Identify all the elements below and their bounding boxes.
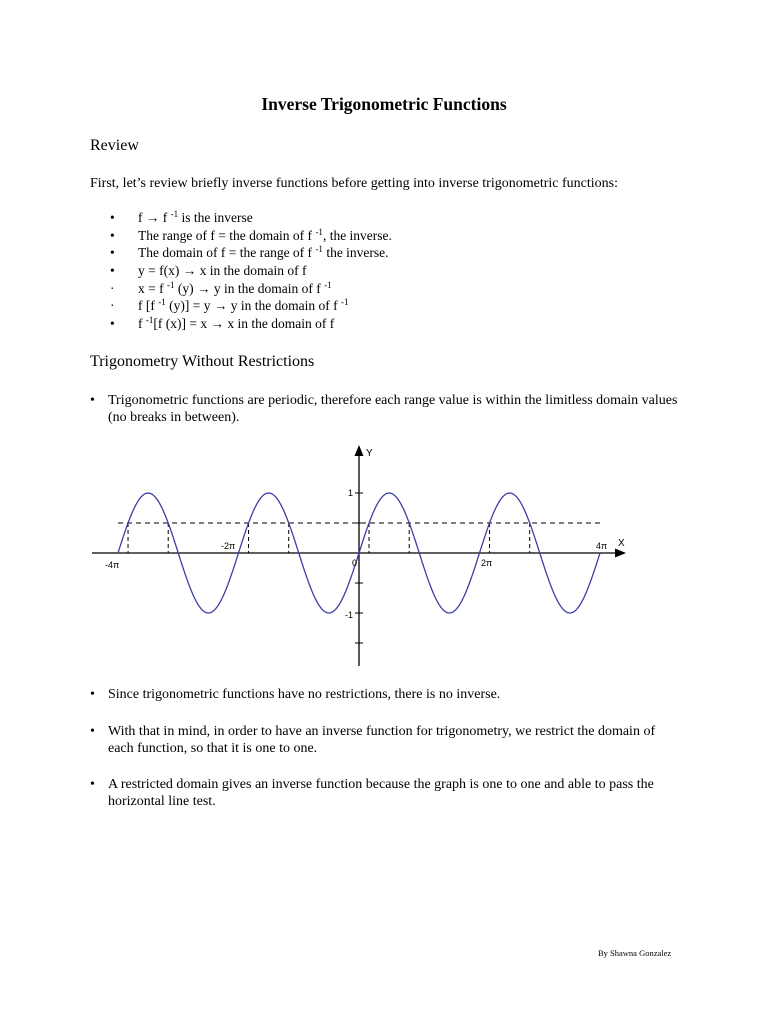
bullet-marker: · — [110, 280, 115, 296]
bullet-marker: • — [110, 245, 115, 261]
bullet-text: (y)] = y → y in the domain of f — [165, 298, 341, 314]
review-bullet-item — [110, 297, 392, 315]
bullet-text: [f (x)] = x → x in the domain of f — [153, 316, 335, 332]
bullet-text: the inverse. — [322, 245, 389, 261]
bullet-text: f [f — [138, 298, 159, 314]
no-inverse-paragraph — [90, 686, 680, 703]
horizontal-line-test-text: A restricted domain gives an inverse function because the graph is one to one and able to pass the horizontal line test. — [108, 777, 654, 809]
superscript: -1 — [170, 209, 179, 219]
horizontal-line-test-paragraph — [90, 776, 680, 810]
bullet-text: is the inverse — [178, 210, 253, 225]
no-inverse-text: Since trigonometric functions have no restrictions, there is no inverse. — [108, 687, 501, 702]
y-axis-label: Y — [366, 448, 373, 459]
tick-label-neg4pi: -4π — [105, 560, 120, 570]
dashed-vertical-guides — [128, 523, 530, 553]
bullet-text: f — [138, 316, 146, 332]
bullet-text: The domain of f = the range of f — [138, 245, 316, 261]
review-bullet-list — [110, 209, 392, 333]
review-bullet-item — [110, 315, 392, 333]
author-signature: By Shawna Gonzalez — [598, 948, 672, 958]
bullet-marker: • — [90, 777, 95, 792]
superscript: -1 — [145, 315, 154, 326]
section-heading-trig: Trigonometry Without Restrictions — [90, 353, 315, 370]
superscript: -1 — [324, 279, 332, 290]
review-heading: Review — [90, 137, 139, 154]
sine-graph — [88, 440, 648, 670]
bullet-text: f → f — [138, 210, 171, 225]
tick-label-neg2pi: -2π — [221, 541, 236, 551]
review-intro: First, let’s review briefly inverse functions before getting into inverse trigonometric functions: — [90, 176, 618, 191]
bullet-text: , the inverse. — [322, 227, 392, 243]
review-bullet-item — [110, 244, 392, 262]
bullet-marker: • — [110, 227, 115, 243]
bullet-marker: • — [90, 393, 95, 408]
bullet-text: y = f(x) → x in the domain of f — [138, 263, 307, 279]
x-axis-arrow — [615, 549, 626, 558]
bullet-marker: • — [110, 263, 115, 279]
tick-label-one: 1 — [348, 488, 354, 498]
tick-label-neg-one: -1 — [345, 610, 354, 620]
x-axis-label: X — [618, 538, 625, 549]
page-title: Inverse Trigonometric Functions — [261, 94, 507, 114]
bullet-marker: · — [110, 298, 115, 314]
restrict-domain-paragraph — [90, 723, 680, 757]
superscript: -1 — [315, 244, 323, 255]
bullet-text: x = f — [138, 280, 167, 296]
tick-label-pos4pi: 4π — [596, 541, 608, 551]
restrict-domain-text: With that in mind, in order to have an inverse function for trigonometry, we restrict the domain of each function, so that it is one to one. — [108, 724, 656, 756]
superscript: -1 — [340, 297, 349, 308]
review-bullet-item — [110, 280, 392, 298]
bullet-marker: • — [110, 210, 115, 225]
bullet-marker: • — [90, 687, 95, 702]
bullet-text: The range of f = the domain of f — [138, 227, 316, 243]
trig-periodic-paragraph — [90, 392, 680, 426]
trig-periodic-text: Trigonometric functions are periodic, therefore each range value is within the limitless domain values (no breaks in between). — [108, 393, 678, 425]
tick-label-pos2pi: 2π — [481, 558, 493, 568]
bullet-marker: • — [90, 724, 95, 739]
tick-label-zero: 0 — [352, 558, 358, 568]
bullet-marker: • — [110, 316, 115, 332]
review-bullet-item — [110, 262, 392, 280]
bullet-text: (y) → y in the domain of f — [174, 280, 325, 296]
review-bullet-item — [110, 227, 392, 245]
review-bullet-item — [110, 209, 392, 227]
superscript: -1 — [166, 279, 175, 290]
superscript: -1 — [158, 297, 166, 308]
superscript: -1 — [315, 226, 323, 237]
y-axis-arrow — [355, 445, 364, 456]
